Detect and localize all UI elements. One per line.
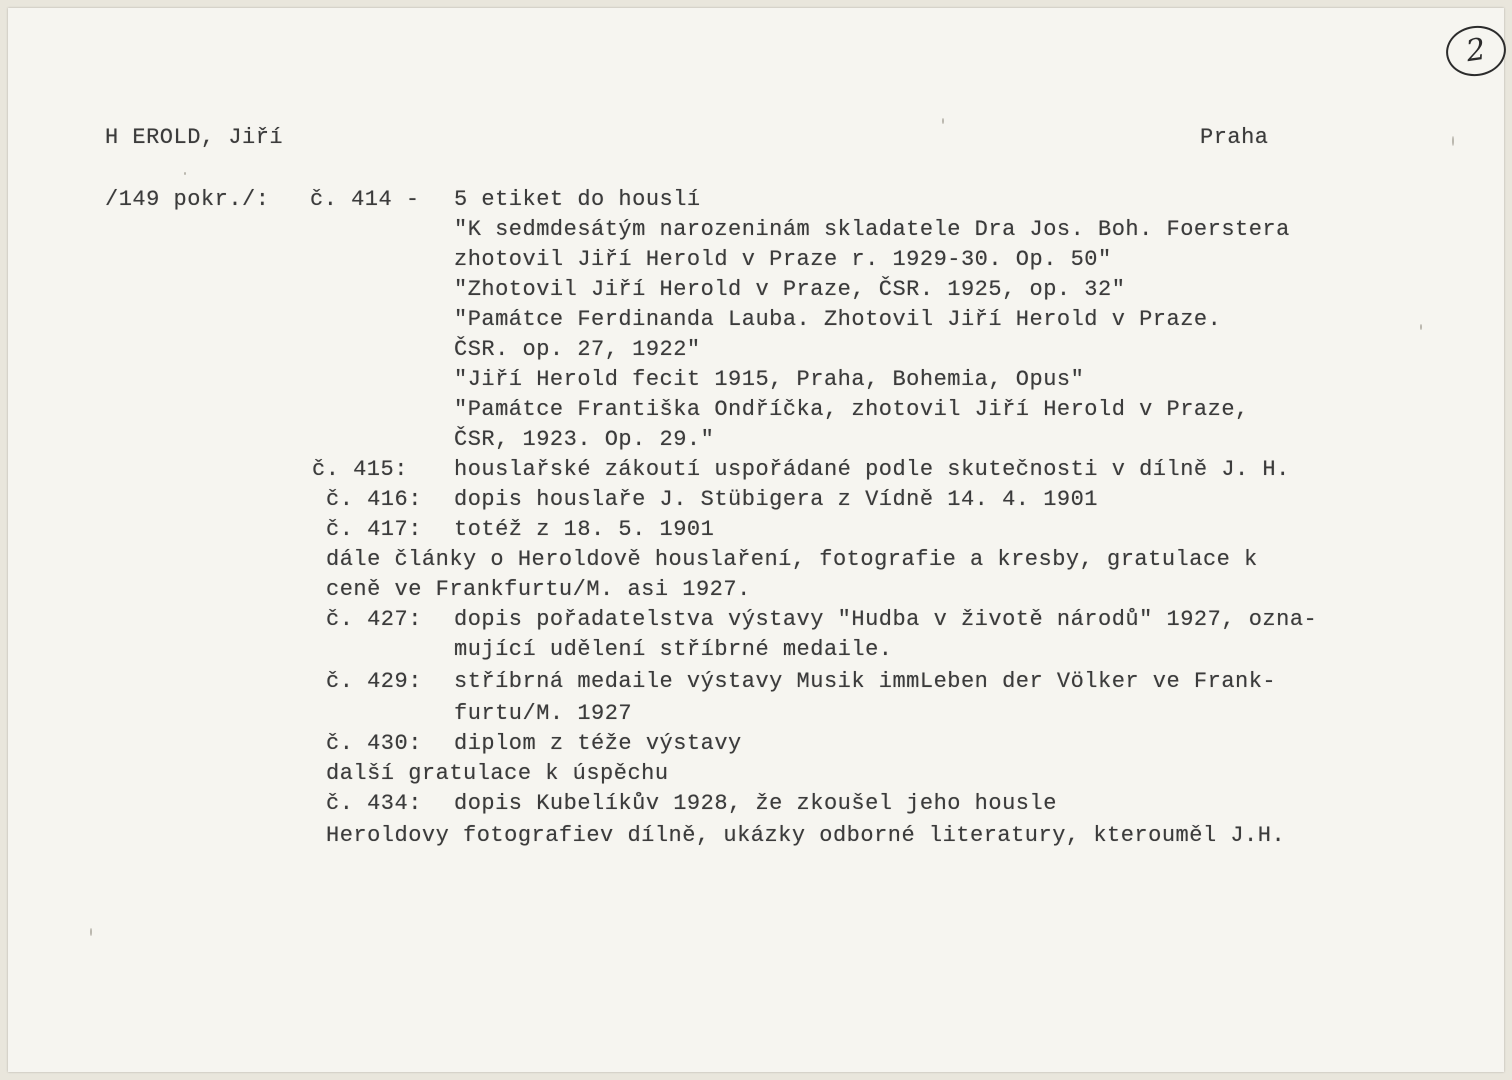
entry-text: stříbrná medaile výstavy Musik immLeben der Völker ve Frank-	[454, 669, 1277, 694]
entry-text: totéž z 18. 5. 1901	[454, 517, 715, 542]
paper-speck	[90, 928, 92, 936]
entry-item-number: č. 415:	[312, 457, 408, 482]
entry-text: Heroldovy fotografiev dílně, ukázky odborné literatury, kterouměl J.H.	[326, 823, 1286, 848]
catalog-card	[8, 8, 1504, 1072]
entry-text: ČSR, 1923. Op. 29."	[454, 427, 715, 452]
entry-text: furtu/M. 1927	[454, 701, 633, 726]
entry-text: "K sedmdesátým narozeninám skladatele Dra Jos. Boh. Foerstera	[454, 217, 1290, 242]
entry-text: dopis pořadatelstva výstavy "Hudba v životě národů" 1927, ozna-	[454, 607, 1318, 632]
entry-text: dopis houslaře J. Stübigera z Vídně 14. 4. 1901	[454, 487, 1099, 512]
entry-item-number: č. 429:	[326, 669, 422, 694]
entry-text: dopis Kubelíkův 1928, že zkoušel jeho housle	[454, 791, 1057, 816]
entry-text: diplom z téže výstavy	[454, 731, 742, 756]
paper-speck	[184, 172, 186, 175]
entry-text: "Památce Františka Ondříčka, zhotovil Jiří Herold v Praze,	[454, 397, 1249, 422]
page-number-circled: 2	[1443, 22, 1509, 80]
entry-item-number: č. 414 -	[310, 187, 420, 212]
entry-item-number: č. 430:	[326, 731, 422, 756]
entry-item-number: č. 417:	[326, 517, 422, 542]
entry-text: další gratulace k úspěchu	[326, 761, 669, 786]
entry-text: houslařské zákoutí uspořádané podle skutečnosti v dílně J. H.	[454, 457, 1290, 482]
entry-text: 5 etiket do houslí	[454, 187, 701, 212]
entry-item-number: č. 427:	[326, 607, 422, 632]
paper-speck	[1420, 324, 1422, 330]
entry-item-number: č. 434:	[326, 791, 422, 816]
entry-text: "Zhotovil Jiří Herold v Praze, ČSR. 1925, op. 32"	[454, 277, 1126, 302]
header-name: H EROLD, Jiří	[105, 125, 284, 150]
entry-item-number: č. 416:	[326, 487, 422, 512]
paper-speck	[942, 118, 944, 124]
entry-text: zhotovil Jiří Herold v Praze r. 1929-30. Op. 50"	[454, 247, 1112, 272]
paper-speck	[1452, 136, 1454, 146]
entry-text: mující udělení stříbrné medaile.	[454, 637, 893, 662]
entry-text: "Jiří Herold fecit 1915, Praha, Bohemia, Opus"	[454, 367, 1085, 392]
entry-text: "Památce Ferdinanda Lauba. Zhotovil Jiří Herold v Praze.	[454, 307, 1222, 332]
header-place: Praha	[1200, 125, 1269, 150]
entry-text: ČSR. op. 27, 1922"	[454, 337, 701, 362]
entry-text: ceně ve Frankfurtu/M. asi 1927.	[326, 577, 751, 602]
entry-key: /149 pokr./:	[105, 187, 270, 212]
entry-text: dále články o Heroldově houslaření, fotografie a kresby, gratulace k	[326, 547, 1258, 572]
